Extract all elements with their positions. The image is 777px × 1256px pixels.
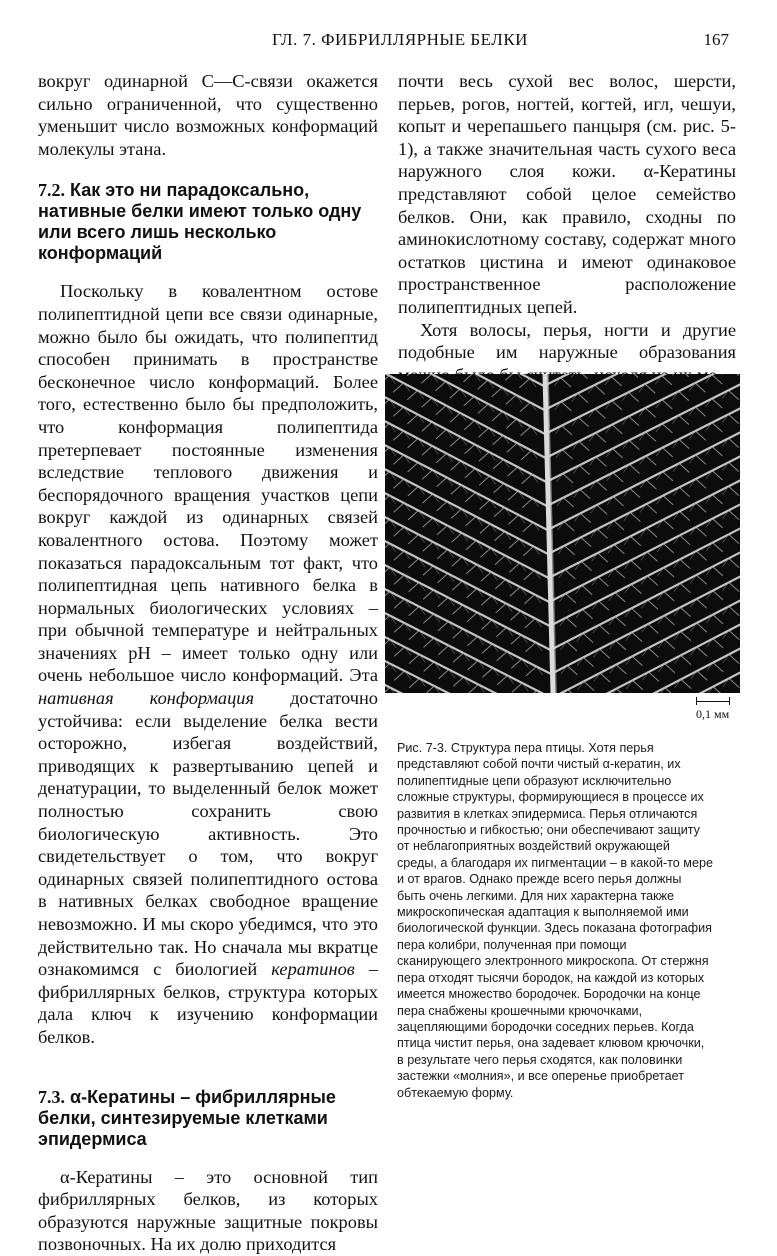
paragraph-native-conformation	[38, 280, 378, 1048]
emphasis-native-conformation: нативная конформация	[38, 688, 254, 708]
text-run: – фибриллярных белков, структура которых дала ключ к изучению конформации белков.	[38, 959, 378, 1047]
text-run: Поскольку в ковалентном остове полипептидной цепи все связи одинарные, можно было бы ожидать, что полипептид способен принимать в пространстве бесконечное число конформаций. Более того, естественно было бы предположить, что конформация полипептида претерпевает постоянные изменения вследствие теплового движения и беспорядочного вращения участков цепи вокруг каждой из одинарных связей ковалентного остова. Поэтому может показаться парадоксальным тот факт, что полипептидная цепь нативного белка в нормальных биологических условиях – при обычной температуре и нейтральных значениях pH – имеет только одну или очень небольшое число конформаций. Эта	[38, 281, 378, 685]
right-column	[398, 70, 736, 386]
scale-bar-label: 0,1 мм	[696, 707, 729, 722]
section-heading-7-2	[38, 180, 378, 264]
page-header	[0, 30, 777, 54]
section-number: 7.3.	[38, 1087, 65, 1107]
section-number: 7.2.	[38, 180, 65, 200]
section-title: α-Кератины – фибриллярные белки, синтезируемые клетками эпидермиса	[38, 1087, 336, 1149]
scale-bar	[692, 697, 742, 723]
text-run: достаточно устойчива: если выделение белка вести осторожно, избегая воздействий, приводящих к развертыванию цепей и денатурации, то выделенный белок может полностью сохранить свою биологическую активность. Это свидетельствует о том, что вокруг одинарных связей полипептидного остова в нативных белках свободное вращение невозможно. И мы скоро убедимся, что это действительно так. Но сначала мы вкратце ознакомимся с биологией	[38, 688, 378, 979]
paragraph-alpha-keratins: α-Кератины – это основной тип фибриллярных белков, из которых образуются наружные защитные покровы позвоночных. На их долю приходится	[38, 1166, 378, 1256]
paragraph-hair-feathers: Хотя волосы, перья, ногти и другие подобные им наружные образования	[398, 319, 736, 387]
figure-caption: Рис. 7-3. Структура пера птицы. Хотя перья представляют собой почти чистый α-кератин, их полипептидные цепи образуют исключительно сложные структуры, формирующиеся в процессе их развития в клетках эпидермиса. Перья отличаются прочностью и гибкостью; они обеспечивают защиту от неблагоприятных воздействий окружающей среды, а благодаря их пигментации – в какой-то мере и от врагов. Однако прежде всего перья должны быть очень легкими. Для них характерна также микроскопическая адаптация к выполняемой ими биологической функции. Здесь показана фотография пера колибри, полученная при помощи сканирующего электронного микроскопа. От стержня пера отходят тысячи бородок, на каждой из которых имеется множество бородочек. Бородочки на конце пера снабжены крошечными крючочками, зацепляющими бородочки соседних перьев. Когда птица чистит перья, она задевает клювом крючочки, в результате чего перья сходятся, как половинки застежки «молния», и все оперенье приобретает обтекаемую форму.	[397, 740, 713, 1101]
section-title: Как это ни парадоксально, нативные белки имеют только одну или всего лишь несколько конформаций	[38, 180, 361, 263]
paragraph-keratin-sources: почти весь сухой вес волос, шерсти, перьев, рогов, ногтей, когтей, игл, чешуи, копыт и черепашьего панцыря (см. рис. 5-1), а также значительная часть сухого веса наружного слоя кожи. α-Кератины представляют собой целое семейство белков. Они, как правило, сходны по аминокислотному составу, содержат много остатков цистина и имеют одинаковое пространственное расположение полипептидных цепей.	[398, 70, 736, 319]
page-number: 167	[704, 30, 730, 50]
left-column	[38, 70, 378, 1256]
feather-image	[385, 374, 740, 693]
scale-bar-line	[696, 701, 730, 702]
feather-micrograph	[385, 374, 740, 693]
paragraph-ethane: вокруг одинарной С—С-связи окажется сильно ограниченной, что существенно уменьшит число возможных конформаций молекулы этана.	[38, 70, 378, 160]
running-head: ГЛ. 7. ФИБРИЛЛЯРНЫЕ БЕЛКИ	[272, 30, 528, 50]
emphasis-keratins: кератинов	[271, 959, 354, 979]
section-heading-7-3	[38, 1087, 378, 1150]
